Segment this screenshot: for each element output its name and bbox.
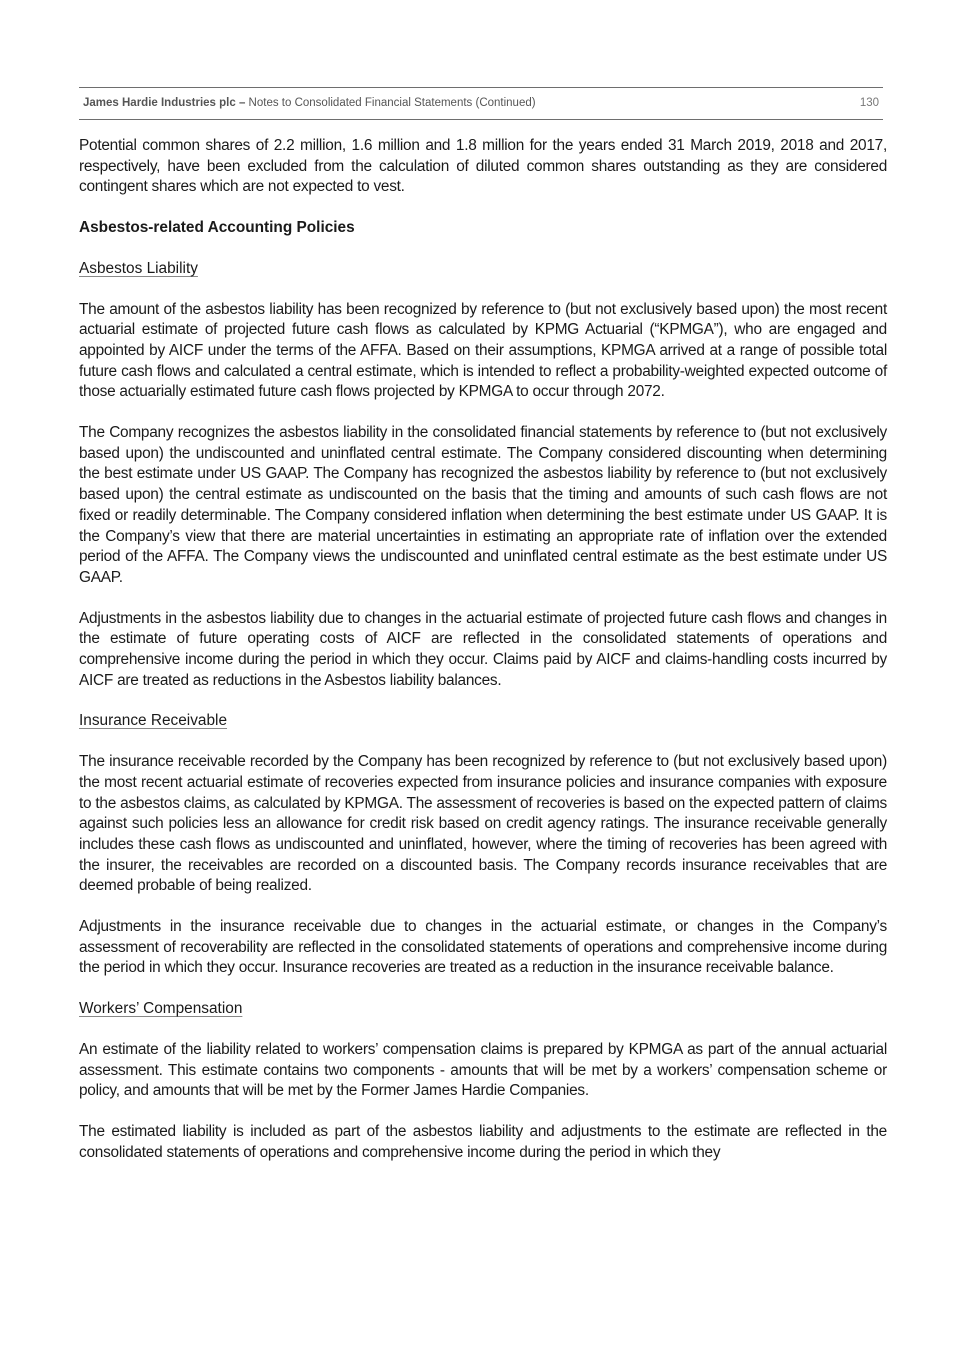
page-number: 130 [859,97,879,109]
paragraph: An estimate of the liability related to workers’ compensation claims is prepared by KPMGA as part of the annual actuarial assessment. This estimate contains two components - amounts that will be met by a workers’ compensation scheme or policy, and amounts that will be met by the Former James Hardie Companies. [79,1040,887,1100]
paragraph: Adjustments in the asbestos liability due to changes in the actuarial estimate of projected future cash flows and changes in the estimate of future operating costs of AICF are reflected in the consolidated statements of operations and comprehensive income during the period in which they occur. Claims paid by AICF and claims-handling costs incurred by AICF are treated as reductions in the Asbestos liability balances. [79,609,887,689]
header-company: James Hardie Industries plc – [83,97,246,109]
paragraph: Adjustments in the insurance receivable due to changes in the actuarial estimate, or changes in the Company’s assessment of recoverability are reflected in the consolidated statements of operations and comprehensive income during the period in which they occur. Insurance recoveries are treated as a reduction in the insurance receivable balance. [79,918,887,977]
intro-paragraph: Potential common shares of 2.2 million, 1.6 million and 1.8 million for the years ended 31 March 2019, 2018 and 2017, respectively, have been excluded from the calculation of diluted common shares outstanding as they are considered contingent shares which are not expected to vest. [79,137,887,196]
paragraph: The amount of the asbestos liability has been recognized by reference to (but not exclusively based upon) the most recent actuarial estimate of projected future cash flows as calculated by KPMG Actuarial (“KPMGA”), who are engaged and appointed by AICF under the terms of the AFFA. Based on their assumptions, KPMGA arrived at a range of possible total future cash flows and calculated a central estimate, which is intended to reflect a probability-weighted expected outcome of those actuarially estimated future cash flows projected by KPMGA to occur through 2072. [79,300,887,401]
paragraph: The Company recognizes the asbestos liability in the consolidated financial statements by reference to (but not exclusively based upon) the undiscounted and uninflated central estimate. The Company considered discounting when determining the best estimate under US GAAP. The Company has recognized the asbestos liability by reference to (but not exclusively based upon) the central estimate as undiscounted on the basis that the timing and amounts of such cash flows are not fixed or readily determinable. The Company considered inflation when determining the best estimate under US GAAP. It is the Company’s view that there are material uncertainties in estimating an appropriate rate of inflation over the extended period of the AFFA. The Company views the undiscounted and uninflated central estimate as the best estimate under US GAAP. [79,424,887,586]
document-body [79,136,887,1183]
header-title [83,97,536,109]
paragraph: The estimated liability is included as part of the asbestos liability and adjustments to the estimate are reflected in the consolidated statements of operations and comprehensive income during the period in which they [79,1122,887,1161]
subsection-heading-workers-compensation: Workers’ Compensation [79,1000,243,1018]
header-section-title: Notes to Consolidated Financial Statements (Continued) [245,97,536,109]
subsection-heading-insurance-receivable: Insurance Receivable [79,712,228,730]
section-heading: Asbestos-related Accounting Policies [79,219,355,237]
paragraph: The insurance receivable recorded by the Company has been recognized by reference to (but not exclusively based upon) the most recent actuarial estimate of recoveries expected from insurance policies and insurance companies with exposure to the asbestos claims, as calculated by KPMGA. The assessment of recoveries is based on the expected pattern of claims against such policies less an allowance for credit risk based on credit agency ratings. The insurance receivable generally includes these cash flows as undiscounted and uninflated, however, where the timing of recoveries has been agreed with the insurer, the receivables are recorded on a discounted basis. The Company records insurance receivables that are deemed probable of being realized. [79,753,887,895]
subsection-heading-asbestos-liability: Asbestos Liability [79,259,198,277]
running-header [79,87,883,120]
